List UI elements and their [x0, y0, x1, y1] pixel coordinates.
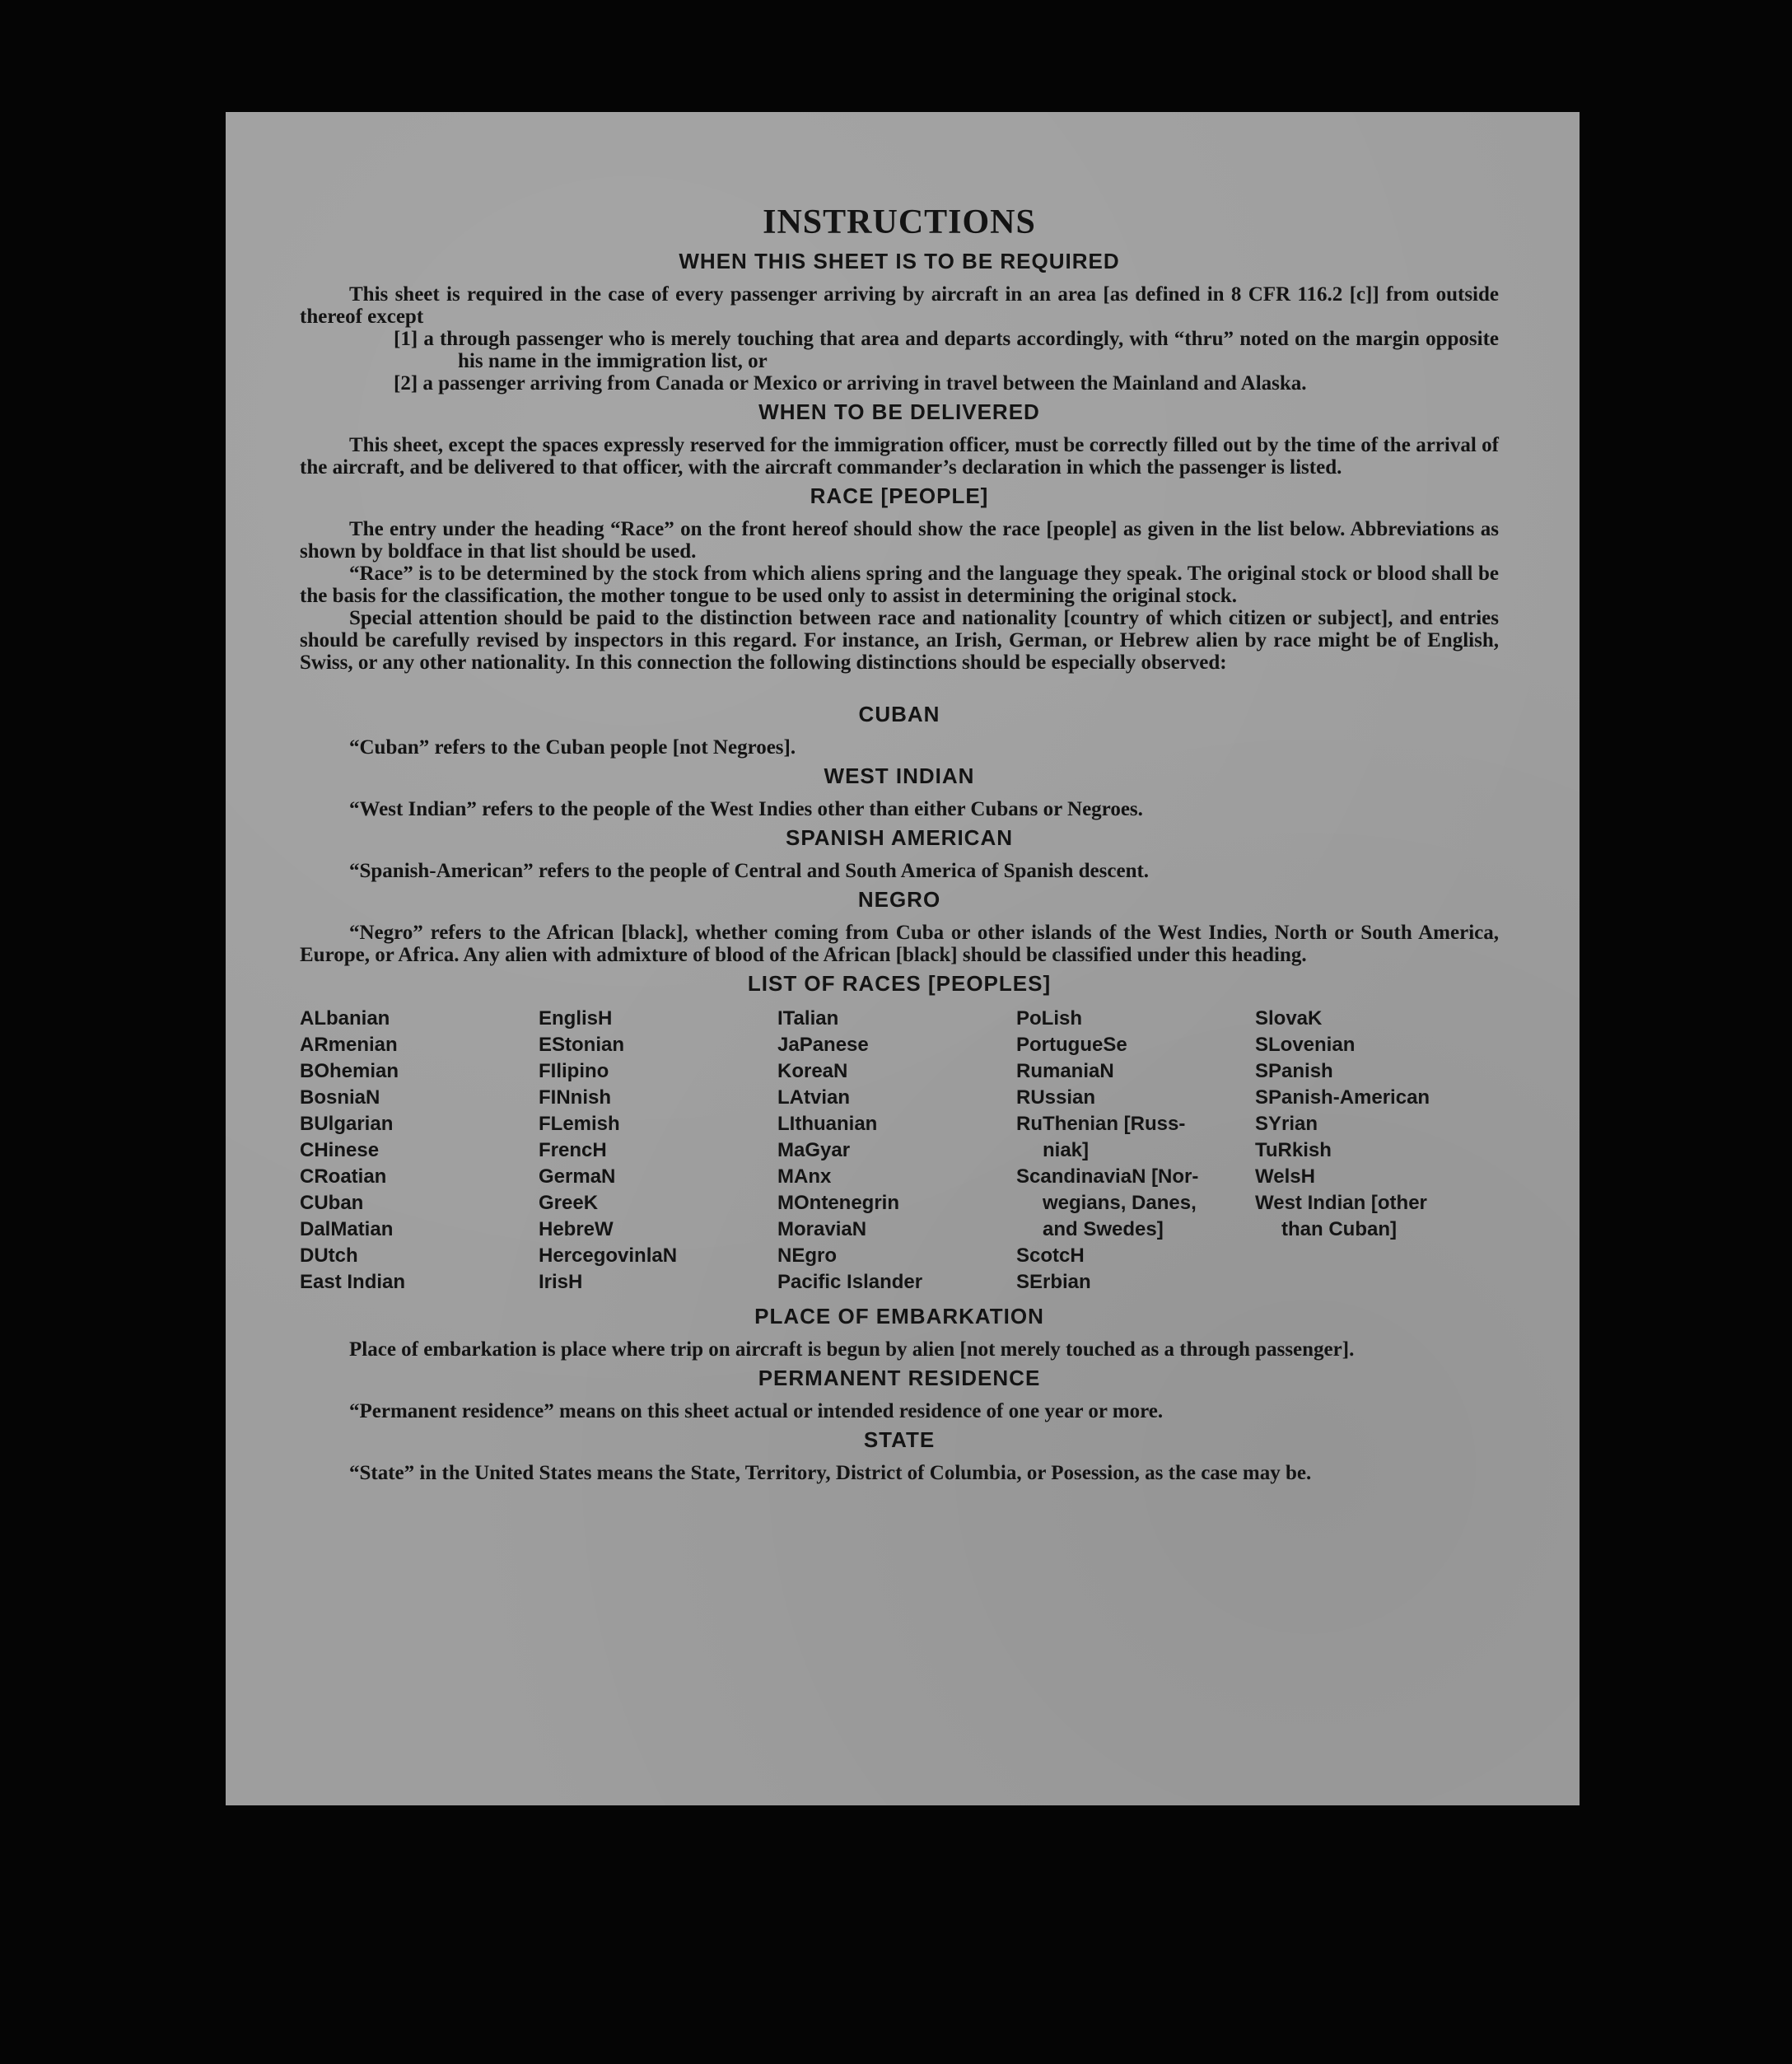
required-item-2: [2] a passenger arriving from Canada or Mexico or arriving in travel between the Mainland and Alaska. [394, 372, 1307, 395]
race-entry: ARmenian [300, 1034, 398, 1056]
race-entry-continuation: and Swedes] [1043, 1218, 1164, 1240]
race-entry: RumaniaN [1016, 1060, 1114, 1082]
race-entry: TuRkish [1255, 1139, 1332, 1161]
races-column-5 [1255, 1006, 1499, 1296]
race-entry-continuation: than Cuban] [1281, 1218, 1397, 1240]
race-entry: FrencH [539, 1139, 607, 1161]
race-entry: BosniaN [300, 1086, 380, 1109]
races-column-3 [777, 1006, 1016, 1296]
race-entry: BUlgarian [300, 1113, 394, 1135]
spanish-american-text: “Spanish-American” refers to the people of Central and South America of Spanish descent. [349, 860, 1150, 882]
race-entry: RuThenian [Russ- [1016, 1113, 1186, 1135]
heading-west-indian: WEST INDIAN [824, 763, 975, 788]
race-entry: CHinese [300, 1139, 380, 1161]
race-entry: FLemish [539, 1113, 620, 1135]
race-paragraph-1: The entry under the heading “Race” on the front hereof should show the race [people] as given in the list below. Abbreviations as shown by boldface in that list should be used. [300, 518, 1499, 563]
race-entry: CUban [300, 1192, 364, 1214]
race-entry: WelsH [1255, 1165, 1315, 1188]
race-entry: SPanish-American [1255, 1086, 1430, 1109]
race-entry: DUtch [300, 1244, 358, 1267]
race-entry: East Indian [300, 1271, 406, 1293]
race-entry: IrisH [539, 1271, 583, 1293]
race-entry: CRoatian [300, 1165, 387, 1188]
race-entry: FIlipino [539, 1060, 609, 1082]
race-entry: SErbian [1016, 1271, 1091, 1293]
races-column-1 [300, 1006, 539, 1296]
race-entry: GermaN [539, 1165, 616, 1188]
race-entry: GreeK [539, 1192, 599, 1214]
race-entry: FINnish [539, 1086, 611, 1109]
races-column-4 [1016, 1006, 1255, 1296]
heading-delivered: WHEN TO BE DELIVERED [758, 399, 1040, 424]
delivered-text: This sheet, except the spaces expressly reserved for the immigration officer, must be correctly filled out by the time of the arrival of the aircraft, and be delivered to that officer, with the aircraft commander’s declaration in which the passenger is listed. [300, 434, 1499, 479]
document-sheet [226, 112, 1580, 1805]
required-intro: This sheet is required in the case of every passenger arriving by aircraft in an area [as defined in 8 CFR 116.2 [c]] from outside thereof except [300, 283, 1499, 328]
race-entry: SlovaK [1255, 1007, 1323, 1030]
heading-list-of-races: LIST OF RACES [PEOPLES] [747, 971, 1052, 996]
page-title: INSTRUCTIONS [763, 203, 1036, 241]
heading-required: WHEN THIS SHEET IS TO BE REQUIRED [679, 249, 1120, 273]
race-entry: MoraviaN [777, 1218, 867, 1240]
race-entry: ScotcH [1016, 1244, 1085, 1267]
heading-state: STATE [863, 1427, 936, 1452]
race-entry: MAnx [777, 1165, 832, 1188]
race-entry: West Indian [other [1255, 1192, 1427, 1214]
heading-negro: NEGRO [857, 887, 941, 912]
races-list [300, 1006, 1499, 1296]
state-text: “State” in the United States means the State, Territory, District of Columbia, or Posession, as the case may be. [349, 1462, 1312, 1484]
race-entry: NEgro [777, 1244, 837, 1267]
race-entry: KoreaN [777, 1060, 848, 1082]
race-entry-continuation: niak] [1043, 1139, 1090, 1161]
race-entry: HercegovinlaN [539, 1244, 678, 1267]
race-entry: MaGyar [777, 1139, 851, 1161]
race-entry: HebreW [539, 1218, 614, 1240]
required-item-1: [1] a through passenger who is merely touching that area and departs accordingly, with “thru” noted on the margin opposite his name in the immigration list, or [394, 328, 1499, 372]
embarkation-text: Place of embarkation is place where trip on aircraft is begun by alien [not merely touched as a through passenger]. [349, 1338, 1355, 1361]
west-indian-text: “West Indian” refers to the people of the West Indies other than either Cubans or Negroes. [349, 798, 1143, 820]
race-entry: Pacific Islander [777, 1271, 923, 1293]
instructions-content [300, 201, 1499, 1484]
race-entry: EnglisH [539, 1007, 613, 1030]
residence-text: “Permanent residence” means on this sheet actual or intended residence of one year or more. [349, 1400, 1164, 1422]
race-entry: DalMatian [300, 1218, 394, 1240]
heading-cuban: CUBAN [858, 702, 940, 726]
race-entry: BOhemian [300, 1060, 399, 1082]
race-entry: PoLish [1016, 1007, 1083, 1030]
race-entry: ALbanian [300, 1007, 390, 1030]
race-entry: MOntenegrin [777, 1192, 899, 1214]
race-entry: SLovenian [1255, 1034, 1356, 1056]
heading-permanent-residence: PERMANENT RESIDENCE [758, 1366, 1041, 1390]
race-entry: ScandinaviaN [Nor- [1016, 1165, 1199, 1188]
heading-race: RACE [PEOPLE] [810, 483, 989, 508]
race-entry: SPanish [1255, 1060, 1333, 1082]
race-entry: LIthuanian [777, 1113, 878, 1135]
heading-embarkation: PLACE OF EMBARKATION [754, 1304, 1044, 1329]
race-entry-continuation: wegians, Danes, [1043, 1192, 1197, 1214]
race-entry: EStonian [539, 1034, 625, 1056]
race-paragraph-2: “Race” is to be determined by the stock from which aliens spring and the language they speak. The original stock or blood shall be the basis for the classification, the mother tongue to be used only to assist in determining the original stock. [300, 563, 1499, 607]
heading-spanish-american: SPANISH AMERICAN [785, 825, 1013, 850]
race-entry: ITalian [777, 1007, 839, 1030]
race-entry: JaPanese [777, 1034, 869, 1056]
race-paragraph-3: Special attention should be paid to the distinction between race and nationality [country of which citizen or subject], and entries should be carefully revised by inspectors in this regard. For instance, an Irish, German, or Hebrew alien by race might be of English, Swiss, or any other nationality. In this connection the following distinctions should be especially observed: [300, 607, 1499, 674]
race-entry: RUssian [1016, 1086, 1096, 1109]
race-entry: SYrian [1255, 1113, 1318, 1135]
race-entry: LAtvian [777, 1086, 851, 1109]
race-entry: PortugueSe [1016, 1034, 1127, 1056]
negro-text: “Negro” refers to the African [black], whether coming from Cuba or other islands of the West Indies, North or South America, Europe, or Africa. Any alien with admixture of blood of the African [black] should be classified under this heading. [300, 922, 1499, 966]
cuban-text: “Cuban” refers to the Cuban people [not Negroes]. [349, 736, 796, 759]
races-column-2 [539, 1006, 777, 1296]
